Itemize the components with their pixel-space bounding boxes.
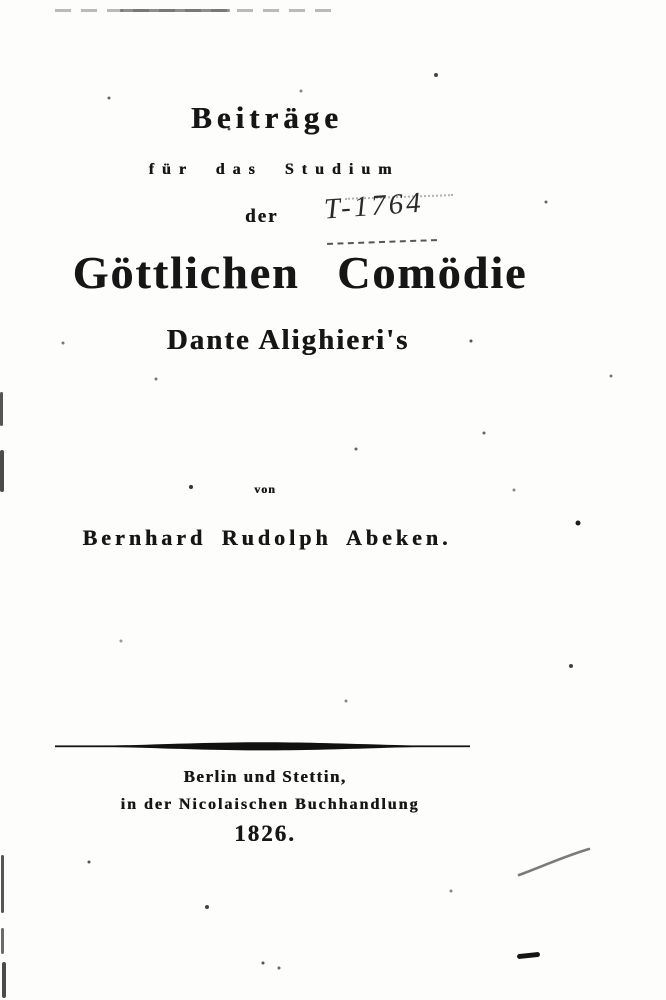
series-title: Beiträge	[191, 100, 343, 135]
binding-gutter-mark	[0, 450, 4, 492]
swelled-rule-divider	[55, 740, 470, 754]
paper-specks	[0, 0, 2, 2]
imprint-publisher: in der Nicolaischen Buchhandlung	[120, 796, 420, 813]
swelled-rule-svg	[55, 740, 470, 754]
handwriting-underline	[327, 239, 437, 245]
byline-word: von	[254, 482, 276, 496]
ink-dash-artifact	[517, 952, 540, 959]
article-word: der	[245, 206, 279, 227]
binding-gutter-mark	[2, 962, 6, 998]
binding-gutter-mark	[1, 928, 4, 954]
imprint-place: Berlin und Stettin,	[183, 767, 347, 786]
handwritten-shelfmark: T-1764	[322, 186, 425, 226]
series-subtitle: für das Studium	[148, 161, 400, 178]
work-author: Dante Alighieri's	[166, 324, 410, 356]
page-curl-stroke	[515, 845, 593, 879]
page-top-edge-artifact-dark	[120, 9, 230, 12]
author-name: Bernhard Rudolph Abeken.	[82, 525, 452, 550]
binding-gutter-mark	[1, 855, 4, 913]
binding-gutter-mark	[0, 392, 3, 426]
imprint-year: 1826.	[234, 821, 296, 846]
main-title: Göttlichen Comödie	[72, 247, 528, 298]
